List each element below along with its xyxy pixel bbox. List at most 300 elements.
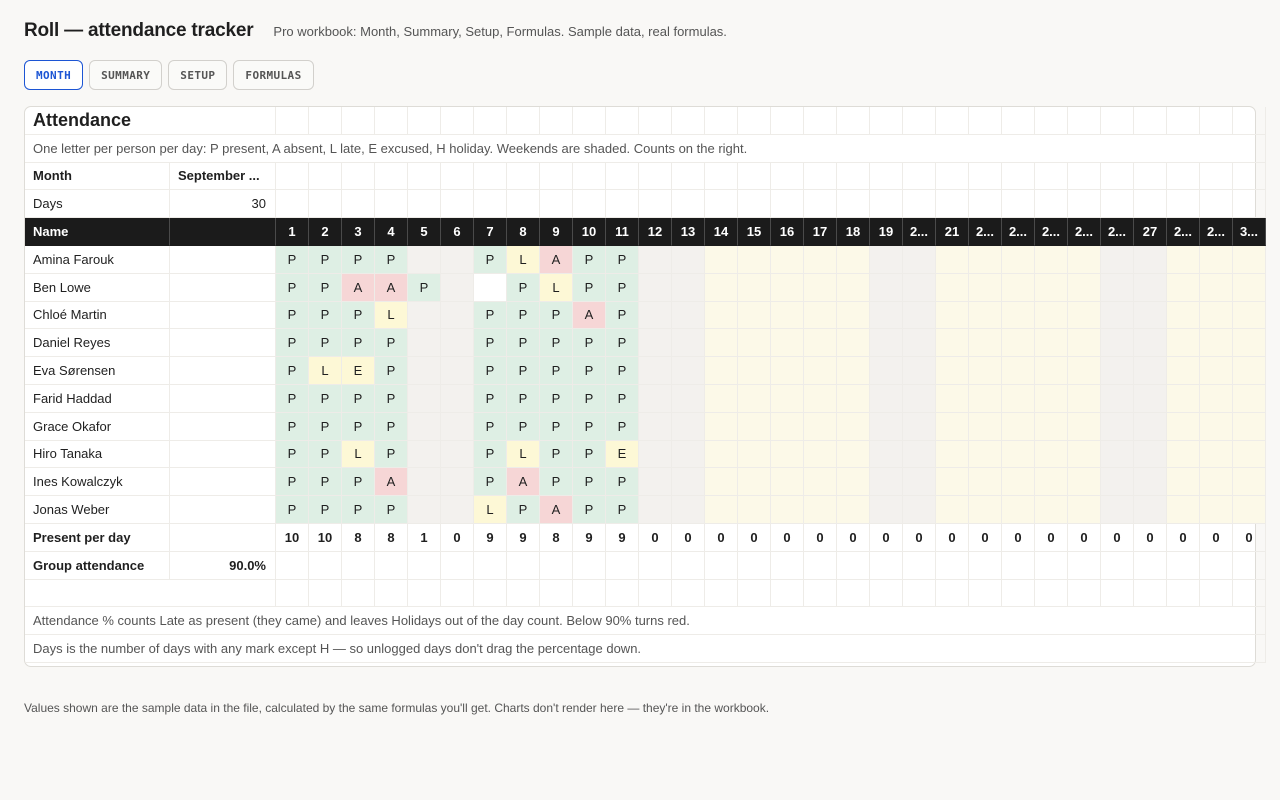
group-row-empty-cell[interactable] [1134,552,1167,580]
attendance-mark-cell[interactable] [804,385,837,413]
days-row-empty-cell[interactable] [1101,190,1134,218]
attendance-mark-cell[interactable] [1035,413,1068,441]
spacer-row-empty-cell[interactable] [870,580,903,608]
attendance-mark-cell[interactable] [903,357,936,385]
attendance-mark-cell[interactable] [738,274,771,302]
group-row-empty-cell[interactable] [1068,552,1101,580]
attendance-mark-cell[interactable] [804,302,837,330]
attendance-mark-cell[interactable]: P [276,329,309,357]
attendance-mark-cell[interactable] [1101,357,1134,385]
days-value-cell[interactable]: 30 [170,190,276,218]
group-row-empty-cell[interactable] [507,552,540,580]
attendance-mark-cell[interactable] [903,468,936,496]
spacer-row-empty-cell[interactable] [936,580,969,608]
attendance-mark-cell[interactable] [1134,246,1167,274]
title-row-empty-cell[interactable] [771,107,804,135]
attendance-mark-cell[interactable] [1035,302,1068,330]
attendance-mark-cell[interactable] [903,274,936,302]
attendance-mark-cell[interactable] [1233,246,1266,274]
month-row-empty-cell[interactable] [573,163,606,191]
attendance-mark-cell[interactable] [441,357,474,385]
person-extra-cell[interactable] [170,385,276,413]
group-row-empty-cell[interactable] [540,552,573,580]
attendance-mark-cell[interactable] [441,413,474,441]
attendance-mark-cell[interactable] [936,441,969,469]
person-name[interactable]: Farid Haddad [25,385,170,413]
title-row-empty-cell[interactable] [1134,107,1167,135]
days-row-empty-cell[interactable] [771,190,804,218]
attendance-mark-cell[interactable] [1002,441,1035,469]
attendance-mark-cell[interactable] [903,496,936,524]
title-row-empty-cell[interactable] [672,107,705,135]
group-row-empty-cell[interactable] [441,552,474,580]
attendance-mark-cell[interactable]: P [474,329,507,357]
spacer-row-empty-cell[interactable] [474,580,507,608]
month-row-empty-cell[interactable] [441,163,474,191]
attendance-mark-cell[interactable] [441,496,474,524]
title-row-empty-cell[interactable] [1002,107,1035,135]
attendance-mark-cell[interactable] [969,441,1002,469]
attendance-mark-cell[interactable] [1101,441,1134,469]
attendance-mark-cell[interactable] [1233,329,1266,357]
spacer-row-empty-cell[interactable] [672,580,705,608]
attendance-mark-cell[interactable]: P [276,302,309,330]
attendance-mark-cell[interactable] [705,274,738,302]
attendance-mark-cell[interactable] [771,302,804,330]
attendance-mark-cell[interactable] [441,329,474,357]
person-name[interactable]: Jonas Weber [25,496,170,524]
attendance-mark-cell[interactable] [738,246,771,274]
month-row-empty-cell[interactable] [903,163,936,191]
attendance-mark-cell[interactable] [441,385,474,413]
group-row-empty-cell[interactable] [474,552,507,580]
title-row-empty-cell[interactable] [705,107,738,135]
title-row-empty-cell[interactable] [870,107,903,135]
attendance-mark-cell[interactable]: L [342,441,375,469]
group-row-empty-cell[interactable] [738,552,771,580]
title-row-empty-cell[interactable] [606,107,639,135]
days-row-empty-cell[interactable] [1068,190,1101,218]
spacer-row-empty-cell[interactable] [1200,580,1233,608]
attendance-mark-cell[interactable] [705,468,738,496]
group-row-empty-cell[interactable] [309,552,342,580]
spacer-row-empty-cell[interactable] [738,580,771,608]
attendance-mark-cell[interactable] [837,468,870,496]
attendance-mark-cell[interactable] [870,246,903,274]
attendance-mark-cell[interactable] [408,302,441,330]
person-name[interactable]: Grace Okafor [25,413,170,441]
attendance-mark-cell[interactable]: L [540,274,573,302]
attendance-mark-cell[interactable] [1035,441,1068,469]
days-row-empty-cell[interactable] [276,190,309,218]
attendance-mark-cell[interactable] [771,385,804,413]
attendance-mark-cell[interactable]: A [507,468,540,496]
attendance-mark-cell[interactable] [639,274,672,302]
attendance-mark-cell[interactable] [936,357,969,385]
tab-formulas[interactable]: FORMULAS [233,60,313,90]
person-name[interactable]: Chloé Martin [25,302,170,330]
attendance-mark-cell[interactable] [1233,302,1266,330]
attendance-mark-cell[interactable] [672,357,705,385]
attendance-mark-cell[interactable]: P [474,413,507,441]
group-row-empty-cell[interactable] [606,552,639,580]
spacer-row-empty-cell[interactable] [309,580,342,608]
tab-summary[interactable]: SUMMARY [89,60,162,90]
attendance-mark-cell[interactable]: P [342,413,375,441]
attendance-mark-cell[interactable] [639,441,672,469]
attendance-mark-cell[interactable] [672,468,705,496]
group-row-empty-cell[interactable] [276,552,309,580]
month-row-empty-cell[interactable] [1002,163,1035,191]
person-extra-cell[interactable] [170,468,276,496]
spacer-row-empty-cell[interactable] [573,580,606,608]
attendance-mark-cell[interactable]: P [342,496,375,524]
month-row-empty-cell[interactable] [804,163,837,191]
attendance-mark-cell[interactable] [936,496,969,524]
person-name[interactable]: Ines Kowalczyk [25,468,170,496]
attendance-mark-cell[interactable]: P [474,441,507,469]
attendance-mark-cell[interactable] [771,246,804,274]
month-row-empty-cell[interactable] [1068,163,1101,191]
attendance-mark-cell[interactable] [1233,385,1266,413]
attendance-mark-cell[interactable] [408,246,441,274]
days-row-empty-cell[interactable] [903,190,936,218]
attendance-mark-cell[interactable] [705,329,738,357]
attendance-mark-cell[interactable] [1101,496,1134,524]
attendance-mark-cell[interactable] [1134,441,1167,469]
attendance-mark-cell[interactable]: P [309,413,342,441]
month-row-empty-cell[interactable] [540,163,573,191]
person-name[interactable]: Daniel Reyes [25,329,170,357]
attendance-mark-cell[interactable]: E [606,441,639,469]
month-row-empty-cell[interactable] [705,163,738,191]
title-row-empty-cell[interactable] [342,107,375,135]
group-row-empty-cell[interactable] [837,552,870,580]
days-row-empty-cell[interactable] [342,190,375,218]
attendance-mark-cell[interactable] [1233,468,1266,496]
person-name[interactable]: Hiro Tanaka [25,441,170,469]
attendance-mark-cell[interactable] [672,302,705,330]
month-row-empty-cell[interactable] [969,163,1002,191]
attendance-mark-cell[interactable]: P [309,441,342,469]
attendance-mark-cell[interactable]: P [573,329,606,357]
attendance-mark-cell[interactable]: P [573,246,606,274]
month-row-empty-cell[interactable] [276,163,309,191]
empty-row-cell[interactable] [25,580,276,608]
attendance-mark-cell[interactable] [1035,329,1068,357]
attendance-mark-cell[interactable] [672,246,705,274]
attendance-mark-cell[interactable]: P [507,357,540,385]
title-row-empty-cell[interactable] [1101,107,1134,135]
attendance-mark-cell[interactable]: P [375,496,408,524]
attendance-mark-cell[interactable] [705,246,738,274]
attendance-mark-cell[interactable]: P [342,385,375,413]
spacer-row-empty-cell[interactable] [606,580,639,608]
attendance-mark-cell[interactable]: P [276,441,309,469]
attendance-mark-cell[interactable] [870,329,903,357]
title-row-empty-cell[interactable] [507,107,540,135]
attendance-mark-cell[interactable] [804,246,837,274]
attendance-mark-cell[interactable] [969,329,1002,357]
attendance-mark-cell[interactable]: P [540,329,573,357]
group-row-empty-cell[interactable] [1200,552,1233,580]
attendance-mark-cell[interactable] [1233,413,1266,441]
attendance-mark-cell[interactable] [441,246,474,274]
attendance-mark-cell[interactable]: P [276,246,309,274]
spacer-row-empty-cell[interactable] [276,580,309,608]
title-row-empty-cell[interactable] [969,107,1002,135]
attendance-mark-cell[interactable] [1134,302,1167,330]
attendance-mark-cell[interactable] [1134,468,1167,496]
attendance-mark-cell[interactable] [1167,496,1200,524]
title-row-empty-cell[interactable] [936,107,969,135]
attendance-mark-cell[interactable]: L [474,496,507,524]
month-row-empty-cell[interactable] [1134,163,1167,191]
days-row-empty-cell[interactable] [408,190,441,218]
attendance-mark-cell[interactable] [1101,468,1134,496]
group-row-empty-cell[interactable] [408,552,441,580]
attendance-mark-cell[interactable] [837,274,870,302]
attendance-mark-cell[interactable]: P [573,357,606,385]
group-row-empty-cell[interactable] [936,552,969,580]
attendance-mark-cell[interactable] [705,357,738,385]
attendance-mark-cell[interactable] [1134,413,1167,441]
tab-month[interactable]: MONTH [24,60,83,90]
attendance-mark-cell[interactable] [441,468,474,496]
days-row-empty-cell[interactable] [507,190,540,218]
attendance-mark-cell[interactable] [1101,385,1134,413]
attendance-mark-cell[interactable]: P [573,413,606,441]
attendance-mark-cell[interactable] [903,385,936,413]
attendance-mark-cell[interactable] [837,496,870,524]
spacer-row-empty-cell[interactable] [969,580,1002,608]
attendance-mark-cell[interactable] [738,357,771,385]
attendance-mark-cell[interactable]: P [309,468,342,496]
days-row-empty-cell[interactable] [1035,190,1068,218]
days-row-empty-cell[interactable] [1002,190,1035,218]
attendance-mark-cell[interactable] [1101,329,1134,357]
attendance-mark-cell[interactable]: P [507,413,540,441]
attendance-mark-cell[interactable]: P [507,302,540,330]
attendance-mark-cell[interactable] [705,413,738,441]
attendance-mark-cell[interactable] [705,302,738,330]
attendance-mark-cell[interactable] [870,385,903,413]
attendance-mark-cell[interactable] [1200,385,1233,413]
attendance-mark-cell[interactable] [1035,246,1068,274]
attendance-mark-cell[interactable] [969,357,1002,385]
attendance-mark-cell[interactable] [804,441,837,469]
group-row-empty-cell[interactable] [870,552,903,580]
spacer-row-empty-cell[interactable] [1233,580,1266,608]
attendance-mark-cell[interactable] [672,496,705,524]
attendance-mark-cell[interactable] [837,385,870,413]
title-row-empty-cell[interactable] [1167,107,1200,135]
attendance-mark-cell[interactable] [969,496,1002,524]
attendance-mark-cell[interactable] [1167,329,1200,357]
attendance-mark-cell[interactable] [738,413,771,441]
attendance-mark-cell[interactable] [1200,246,1233,274]
attendance-mark-cell[interactable] [1068,302,1101,330]
attendance-mark-cell[interactable] [1167,302,1200,330]
attendance-mark-cell[interactable]: E [342,357,375,385]
title-row-empty-cell[interactable] [474,107,507,135]
group-row-empty-cell[interactable] [672,552,705,580]
attendance-mark-cell[interactable] [1068,385,1101,413]
attendance-mark-cell[interactable] [441,441,474,469]
attendance-mark-cell[interactable]: P [606,246,639,274]
days-row-empty-cell[interactable] [870,190,903,218]
attendance-mark-cell[interactable]: P [276,496,309,524]
attendance-mark-cell[interactable]: A [573,302,606,330]
attendance-mark-cell[interactable]: P [606,357,639,385]
attendance-mark-cell[interactable] [1200,441,1233,469]
days-row-empty-cell[interactable] [573,190,606,218]
attendance-mark-cell[interactable] [1068,329,1101,357]
month-row-empty-cell[interactable] [837,163,870,191]
attendance-mark-cell[interactable]: P [276,468,309,496]
attendance-mark-cell[interactable] [1167,441,1200,469]
attendance-mark-cell[interactable] [837,413,870,441]
attendance-mark-cell[interactable] [738,302,771,330]
attendance-mark-cell[interactable] [738,468,771,496]
attendance-mark-cell[interactable]: P [342,468,375,496]
attendance-mark-cell[interactable]: P [474,302,507,330]
days-row-empty-cell[interactable] [837,190,870,218]
attendance-mark-cell[interactable] [408,468,441,496]
days-row-empty-cell[interactable] [1200,190,1233,218]
spacer-row-empty-cell[interactable] [804,580,837,608]
attendance-mark-cell[interactable]: P [309,302,342,330]
month-row-empty-cell[interactable] [1200,163,1233,191]
attendance-mark-cell[interactable] [936,274,969,302]
attendance-mark-cell[interactable]: P [573,496,606,524]
attendance-mark-cell[interactable] [1200,329,1233,357]
attendance-mark-cell[interactable] [1002,274,1035,302]
attendance-mark-cell[interactable]: P [474,246,507,274]
attendance-mark-cell[interactable]: P [309,385,342,413]
spacer-row-empty-cell[interactable] [1068,580,1101,608]
attendance-mark-cell[interactable] [837,357,870,385]
attendance-mark-cell[interactable] [1068,468,1101,496]
spacer-row-empty-cell[interactable] [1101,580,1134,608]
spacer-row-empty-cell[interactable] [441,580,474,608]
spacer-row-empty-cell[interactable] [408,580,441,608]
attendance-mark-cell[interactable] [771,468,804,496]
attendance-mark-cell[interactable] [870,274,903,302]
attendance-mark-cell[interactable]: P [606,385,639,413]
attendance-mark-cell[interactable] [1167,357,1200,385]
person-extra-cell[interactable] [170,441,276,469]
month-row-empty-cell[interactable] [738,163,771,191]
title-row-empty-cell[interactable] [738,107,771,135]
attendance-mark-cell[interactable] [969,274,1002,302]
attendance-mark-cell[interactable] [771,357,804,385]
attendance-mark-cell[interactable]: P [606,496,639,524]
attendance-mark-cell[interactable] [804,329,837,357]
attendance-mark-cell[interactable]: P [375,246,408,274]
attendance-mark-cell[interactable]: P [606,274,639,302]
attendance-mark-cell[interactable] [870,441,903,469]
attendance-mark-cell[interactable] [1233,357,1266,385]
attendance-mark-cell[interactable]: P [540,441,573,469]
attendance-mark-cell[interactable]: P [375,329,408,357]
attendance-mark-cell[interactable] [1002,246,1035,274]
person-name[interactable]: Eva Sørensen [25,357,170,385]
group-row-empty-cell[interactable] [1167,552,1200,580]
attendance-mark-cell[interactable] [870,302,903,330]
attendance-mark-cell[interactable] [870,357,903,385]
days-row-empty-cell[interactable] [1167,190,1200,218]
group-row-empty-cell[interactable] [903,552,936,580]
group-row-empty-cell[interactable] [342,552,375,580]
attendance-mark-cell[interactable] [1200,413,1233,441]
attendance-mark-cell[interactable] [936,413,969,441]
attendance-mark-cell[interactable] [837,329,870,357]
attendance-mark-cell[interactable]: P [276,413,309,441]
attendance-mark-cell[interactable] [936,329,969,357]
attendance-mark-cell[interactable] [771,329,804,357]
attendance-mark-cell[interactable]: P [375,357,408,385]
title-row-empty-cell[interactable] [309,107,342,135]
days-row-empty-cell[interactable] [1134,190,1167,218]
month-row-empty-cell[interactable] [639,163,672,191]
attendance-mark-cell[interactable] [1200,468,1233,496]
attendance-mark-cell[interactable]: P [507,329,540,357]
person-extra-cell[interactable] [170,274,276,302]
title-row-empty-cell[interactable] [441,107,474,135]
attendance-mark-cell[interactable] [837,441,870,469]
title-row-empty-cell[interactable] [804,107,837,135]
person-name[interactable]: Ben Lowe [25,274,170,302]
title-row-empty-cell[interactable] [276,107,309,135]
group-row-empty-cell[interactable] [969,552,1002,580]
attendance-mark-cell[interactable]: P [540,468,573,496]
attendance-mark-cell[interactable] [672,441,705,469]
attendance-mark-cell[interactable] [408,496,441,524]
attendance-mark-cell[interactable] [474,274,507,302]
attendance-mark-cell[interactable] [705,441,738,469]
attendance-mark-cell[interactable] [672,329,705,357]
attendance-mark-cell[interactable] [705,496,738,524]
days-row-empty-cell[interactable] [738,190,771,218]
spacer-row-empty-cell[interactable] [1134,580,1167,608]
attendance-mark-cell[interactable] [771,496,804,524]
attendance-mark-cell[interactable]: P [540,413,573,441]
attendance-mark-cell[interactable]: L [507,246,540,274]
spacer-row-empty-cell[interactable] [1002,580,1035,608]
group-row-empty-cell[interactable] [804,552,837,580]
attendance-mark-cell[interactable] [408,385,441,413]
attendance-mark-cell[interactable] [870,496,903,524]
attendance-mark-cell[interactable]: P [276,385,309,413]
attendance-mark-cell[interactable]: A [375,274,408,302]
attendance-mark-cell[interactable] [1134,329,1167,357]
attendance-mark-cell[interactable] [1200,274,1233,302]
attendance-mark-cell[interactable] [1068,246,1101,274]
attendance-mark-cell[interactable] [672,413,705,441]
attendance-mark-cell[interactable] [1035,468,1068,496]
title-row-empty-cell[interactable] [837,107,870,135]
attendance-mark-cell[interactable] [1200,357,1233,385]
attendance-mark-cell[interactable]: L [507,441,540,469]
attendance-mark-cell[interactable] [639,329,672,357]
attendance-mark-cell[interactable] [408,413,441,441]
attendance-mark-cell[interactable] [1134,357,1167,385]
month-row-empty-cell[interactable] [309,163,342,191]
month-value-cell[interactable]: September ... [170,163,276,191]
month-row-empty-cell[interactable] [870,163,903,191]
attendance-mark-cell[interactable] [903,413,936,441]
